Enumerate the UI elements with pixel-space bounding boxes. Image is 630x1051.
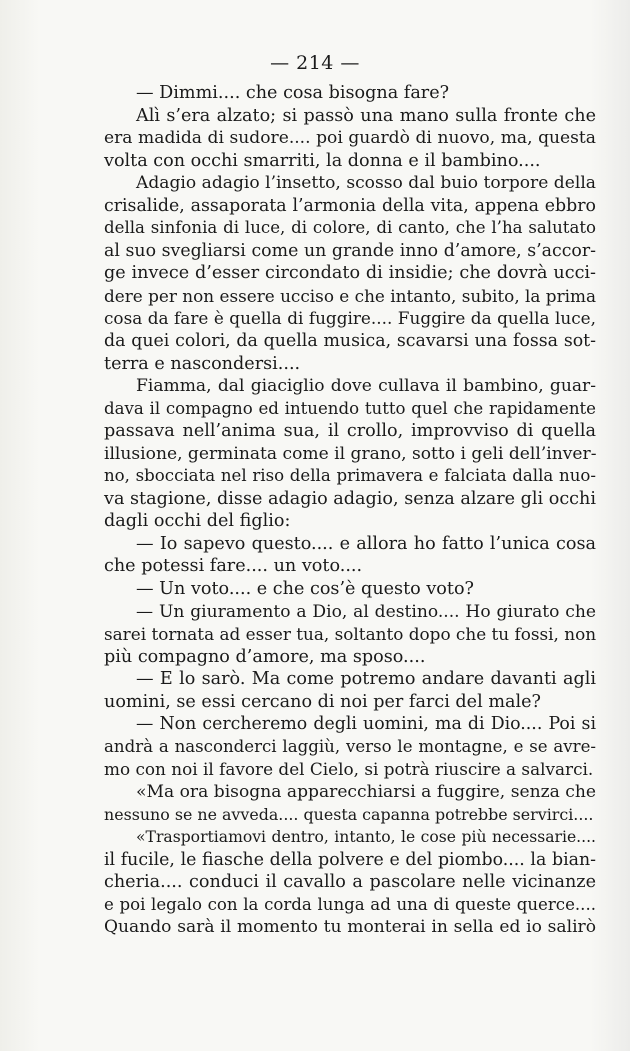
text-line: cheria.... conduci il cavallo a pascolare nelle vicinanze [104, 872, 596, 893]
text-line: «Ma ora bisogna apparecchiarsi a fuggire, senza che [136, 781, 596, 802]
text-line: volta con occhi smarriti, la donna e il bambino.... [104, 150, 541, 171]
text-line: terra e nascondersi.... [104, 353, 301, 374]
text-line: il fucile, le fiasche della polvere e del piombo.... la bian- [104, 849, 596, 870]
text-line: — E lo sarò. Ma come potremo andare davanti agli [136, 669, 596, 690]
text-line: Adagio adagio l’insetto, scosso dal buio torpore della [136, 173, 596, 194]
text-line: va stagione, disse adagio adagio, senza alzare gli occhi [104, 488, 596, 509]
text-line: che potessi fare.... un voto.... [104, 556, 363, 577]
text-line: — Un giuramento a Dio, al destino.... Ho giurato che [136, 601, 596, 622]
text-line: crisalide, assaporata l’armonia della vita, appena ebbro [104, 195, 596, 216]
text-line: dagli occhi del figlio: [104, 511, 291, 532]
text-line: Alì s’era alzato; si passò una mano sulla fronte che [136, 105, 596, 126]
text-line: mo con noi il favore del Cielo, si potrà riuscire a salvarci. [104, 759, 594, 780]
text-line: al suo svegliarsi come un grande inno d’amore, s’accor- [104, 240, 596, 261]
text-line: dava il compagno ed intuendo tutto quel che rapidamente [104, 398, 596, 418]
body-text [104, 82, 596, 939]
text-line: passava nell’anima sua, il crollo, improvviso di quella [104, 421, 596, 442]
text-line: uomini, se essi cercano di noi per farci del male? [104, 691, 541, 712]
text-line: e poi legalo con la corda lunga ad una di queste querce.... [104, 894, 596, 914]
text-line: illusione, germinata come il grano, sotto i geli dell’inver- [104, 443, 597, 464]
text-line: no, sbocciata nel riso della primavera e falciata dalla nuo- [104, 466, 596, 486]
text-line: — Dimmi.... che cosa bisogna fare? [136, 83, 450, 103]
text-line: cosa da fare è quella di fuggire.... Fuggire da quella luce, [104, 308, 596, 329]
text-line: più compagno d’amore, ma sposo.... [104, 646, 426, 667]
text-line: ge invece d’esser circondato di insidie; che dovrà ucci- [104, 263, 596, 284]
text-line: era madida di sudore.... poi guardò di nuovo, ma, questa [104, 128, 596, 149]
text-line: sarei tornata ad esser tua, soltanto dopo che tu fossi, non [104, 624, 597, 645]
text-line: — Non cercheremo degli uomini, ma di Dio.... Poi si [136, 714, 596, 735]
text-line: — Un voto.... e che cos’è questo voto? [136, 579, 474, 600]
text-line: Quando sarà il momento tu monterai in sella ed io salirò [104, 917, 596, 938]
text-line: «Trasportiamovi dentro, intanto, le cose più necessarie.... [136, 828, 596, 847]
text-line: Fiamma, dal giaciglio dove cullava il bambino, guar- [136, 376, 596, 397]
page-number: — 214 — [270, 52, 360, 74]
text-line: nessuno se ne avveda.... questa capanna potrebbe servirci.... [104, 804, 594, 824]
text-line: della sinfonia di luce, di colore, di canto, che l’ha salutato [104, 218, 596, 238]
text-line: dere per non essere ucciso e che intanto, subito, la prima [104, 285, 597, 306]
text-line: da quei colori, da quella musica, scavarsi una fossa sot- [104, 331, 596, 352]
text-line: — Io sapevo questo.... e allora ho fatto l’unica cosa [136, 533, 596, 554]
text-line: andrà a nasconderci laggiù, verso le montagne, e se avre- [104, 736, 596, 756]
